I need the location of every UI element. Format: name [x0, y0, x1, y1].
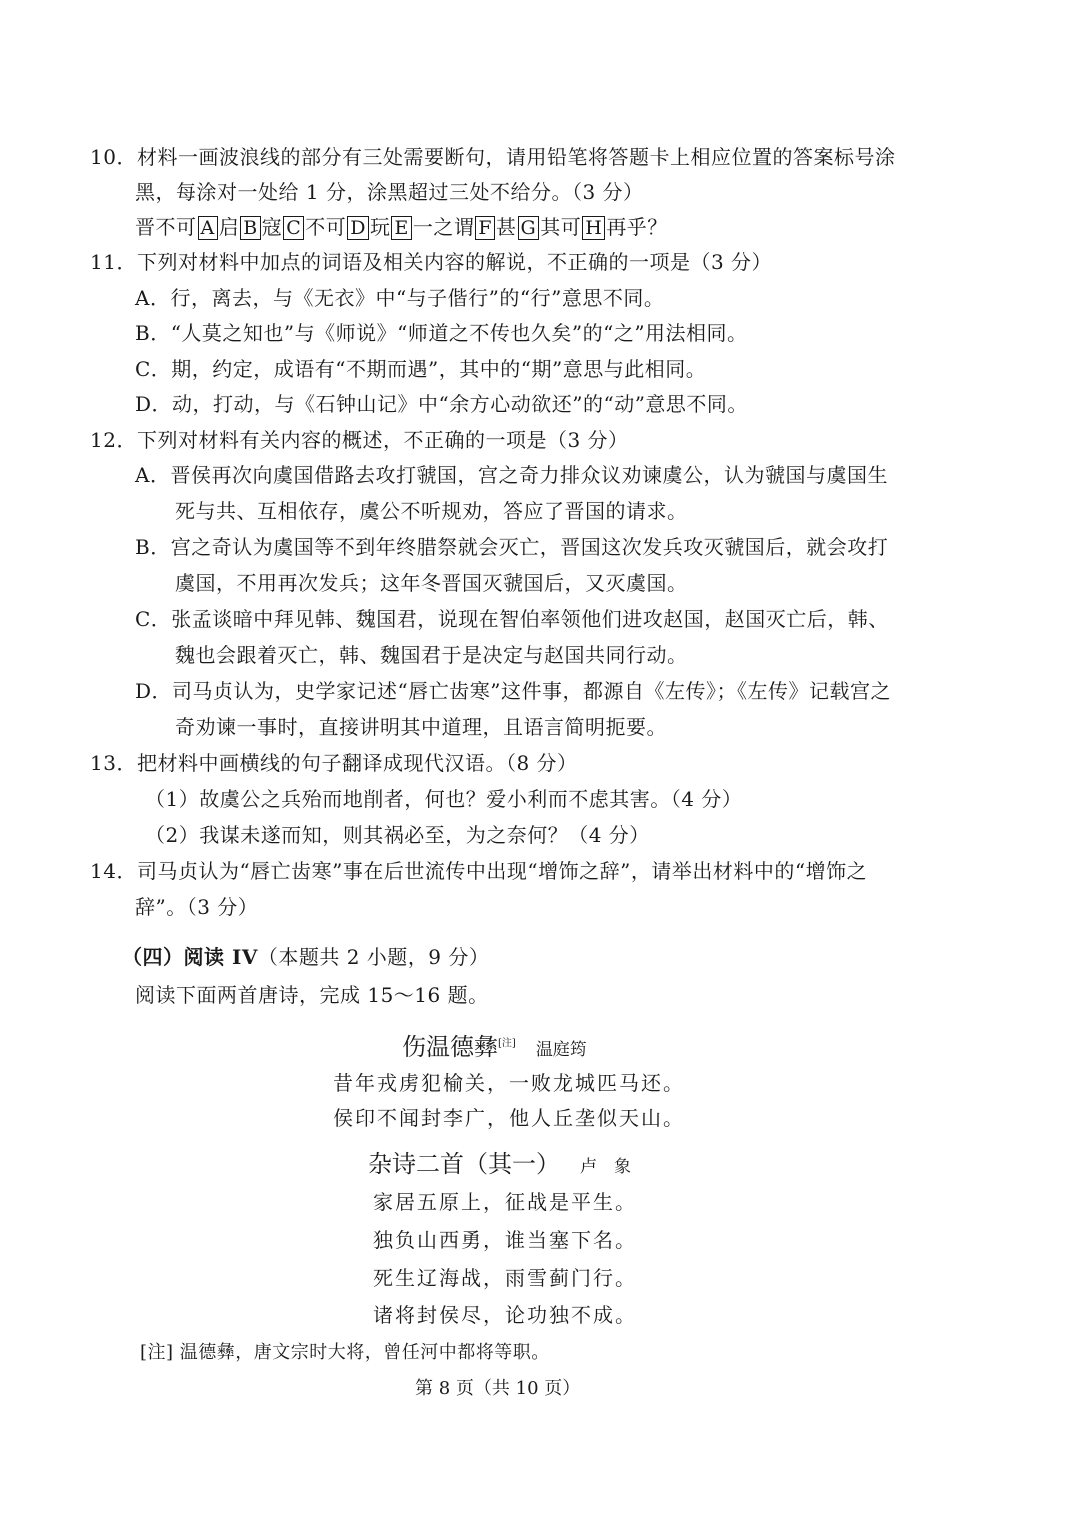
poem2-line: 诸将封侯尽，论功独不成。 — [373, 1303, 637, 1327]
poem2-title: 杂诗二首（其一） — [368, 1150, 560, 1178]
q10-line1: 10．材料一画波浪线的部分有三处需要断句，请用铅笔将答题卡上相应位置的答案标号涂 — [90, 145, 896, 169]
q12-option-c-line1: C．张孟谈暗中拜见韩、魏国君，说现在智伯率领他们进攻赵国，赵国灭亡后，韩、 — [135, 607, 889, 631]
q12-option-a-line1: A．晋侯再次向虞国借路去攻打虢国，宫之奇力排众议劝谏虞公，认为虢国与虞国生 — [135, 463, 888, 487]
poem2-line: 死生辽海战，雨雪蓟门行。 — [373, 1266, 637, 1290]
poem1-heading — [402, 1028, 587, 1066]
q12-option-d-line2: 奇劝谏一事时，直接讲明其中道理，且语言简明扼要。 — [175, 715, 667, 739]
sentence-segment: 甚 — [496, 215, 517, 239]
sentence-segment: 其可 — [540, 215, 582, 239]
q12-option-b-line1: B．宫之奇认为虞国等不到年终腊祭就会灭亡，晋国这次发兵攻灭虢国后，就会攻打 — [135, 535, 889, 559]
section-4-intro: 阅读下面两首唐诗，完成 15～16 题。 — [135, 983, 489, 1007]
sentence-segment: 玩 — [369, 215, 391, 239]
q10-break-sentence — [135, 212, 668, 242]
break-mark-d: D — [347, 216, 369, 240]
sentence-segment: 启 — [218, 215, 240, 239]
break-mark-g: G — [518, 216, 540, 240]
poem2-line: 家居五原上，征战是平生。 — [373, 1190, 637, 1214]
poem1-line: 侯印不闻封李广，他人丘垄似天山。 — [333, 1106, 685, 1130]
sentence-segment: 再乎？ — [606, 215, 668, 239]
page-number: 第 8 页（共 10 页） — [415, 1378, 581, 1399]
break-mark-e: E — [391, 216, 411, 240]
poem1-author: 温庭筠 — [535, 1040, 587, 1060]
poem2-author: 卢 象 — [580, 1157, 631, 1177]
q14-line2: 辞”。（3 分） — [135, 895, 259, 919]
sentence-segment: 不可 — [305, 215, 347, 239]
sentence-segment: 寇 — [261, 215, 283, 239]
q12-stem: 12．下列对材料有关内容的概述，不正确的一项是（3 分） — [90, 428, 629, 452]
poem2-line: 独负山西勇，谁当塞下名。 — [373, 1228, 637, 1252]
break-mark-f: F — [475, 216, 495, 240]
break-mark-a: A — [198, 216, 218, 240]
footnote: [注] 温德彝，唐文宗时大将，曾任河中都将等职。 — [140, 1342, 550, 1363]
q11-option-b: B．“人莫之知也”与《师说》“师道之不传也久矣”的“之”用法相同。 — [135, 321, 748, 345]
poem1-line: 昔年戎虏犯榆关，一败龙城匹马还。 — [333, 1071, 685, 1095]
q12-option-c-line2: 魏也会跟着灭亡，韩、魏国君于是决定与赵国共同行动。 — [175, 643, 688, 667]
section-4-heading — [122, 942, 489, 972]
q12-option-d-line1: D．司马贞认为，史学家记述“唇亡齿寒”这件事，都源自《左传》；《左传》记载宫之 — [135, 679, 891, 703]
break-mark-h: H — [582, 216, 605, 240]
q10-line2: 黑，每涂对一处给 1 分，涂黑超过三处不给分。（3 分） — [135, 180, 644, 204]
poem2-heading — [368, 1148, 631, 1183]
q11-option-d: D．动，打动，与《石钟山记》中“余方心动欲还”的“动”意思不同。 — [135, 392, 748, 416]
q13-sentence-2: （2）我谋未遂而知，则其祸必至，为之奈何？（4 分） — [145, 823, 650, 847]
section-4-info: （本题共 2 小题，9 分） — [257, 945, 490, 969]
q12-option-b-line2: 虞国，不用再次发兵；这年冬晋国灭虢国后，又灭虞国。 — [175, 571, 688, 595]
q13-sentence-1: （1）故虞公之兵殆而地削者，何也？爱小利而不虑其害。（4 分） — [145, 787, 743, 811]
q11-stem: 11．下列对材料中加点的词语及相关内容的解说，不正确的一项是（3 分） — [90, 250, 773, 274]
sentence-segment: 一之谓 — [412, 215, 475, 239]
section-4-title: （四）阅读 IV — [122, 945, 258, 969]
q11-option-a: A．行，离去，与《无衣》中“与子偕行”的“行”意思不同。 — [135, 286, 665, 310]
poem1-note-mark: [注] — [498, 1038, 516, 1049]
break-mark-b: B — [240, 216, 260, 240]
poem1-title: 伤温德彝 — [402, 1033, 498, 1061]
q14-line1: 14．司马贞认为“唇亡齿寒”事在后世流传中出现“增饰之辞”，请举出材料中的“增饰之 — [90, 859, 868, 883]
q12-option-a-line2: 死与共、互相依存，虞公不听规劝，答应了晋国的请求。 — [175, 499, 688, 523]
q11-option-c: C．期，约定，成语有“不期而遇”，其中的“期”意思与此相同。 — [135, 357, 707, 381]
break-mark-c: C — [283, 216, 304, 240]
q13-stem: 13．把材料中画横线的句子翻译成现代汉语。（8 分） — [90, 751, 578, 775]
sentence-segment: 晋不可 — [135, 215, 197, 239]
